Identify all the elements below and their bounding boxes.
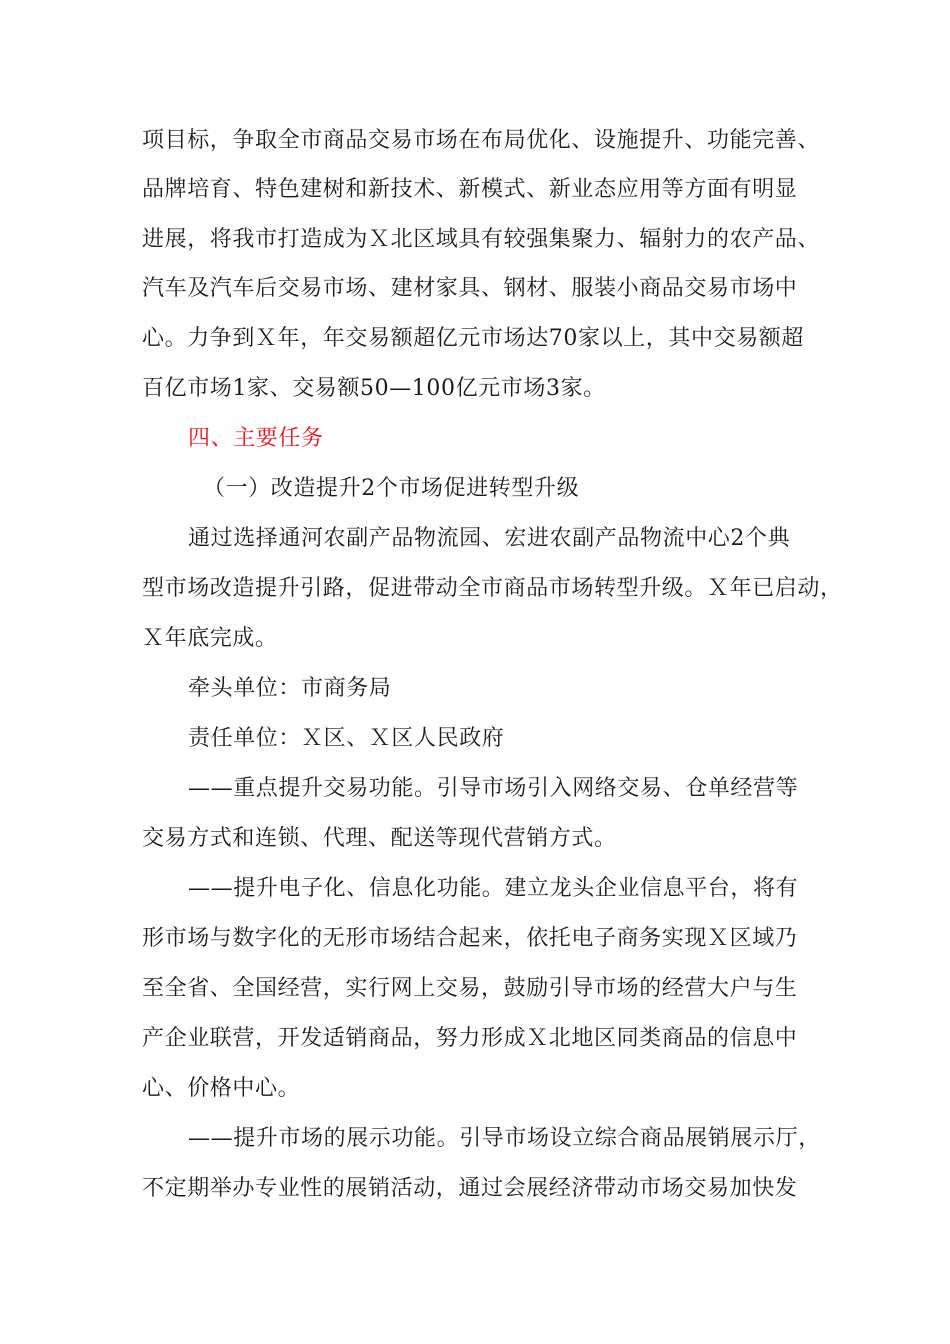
body-text-line: 至全省、全国经营，实行网上交易，鼓励引导市场的经营大户与生 (142, 976, 798, 1001)
body-text-line: 产企业联营，开发适销商品，努力形成Ｘ北地区同类商品的信息中 (142, 1026, 798, 1051)
body-text-line: 项目标，争取全市商品交易市场在布局优化、设施提升、功能完善、 (142, 128, 821, 153)
lead-unit-line: 牵头单位：市商务局 (188, 676, 392, 701)
body-text-line: 心、价格中心。 (142, 1076, 301, 1101)
body-text-line: 百亿市场1家、交易额50—100亿元市场3家。 (142, 376, 606, 401)
body-text-line: 通过选择通河农副产品物流园、宏进农副产品物流中心2个典 (188, 526, 791, 551)
body-text-line: 交易方式和连锁、代理、配送等现代营销方式。 (142, 826, 617, 851)
body-text-line: 型市场改造提升引路，促进带动全市商品市场转型升级。Ｘ年已启动， (142, 576, 843, 601)
body-text-line: ——重点提升交易功能。引导市场引入网络交易、仓单经营等 (188, 776, 799, 801)
body-text-line: 不定期举办专业性的展销活动，通过会展经济带动市场交易加快发 (142, 1176, 798, 1201)
body-text-line: Ｘ年底完成。 (142, 626, 278, 651)
body-text-line: 品牌培育、特色建树和新技术、新模式、新业态应用等方面有明显 (142, 177, 798, 202)
body-text-line: ——提升电子化、信息化功能。建立龙头企业信息平台，将有 (188, 876, 799, 901)
body-text-line: 心。力争到Ｘ年，年交易额超亿元市场达70家以上，其中交易额超 (142, 326, 804, 351)
body-text-line: 汽车及汽车后交易市场、建材家具、钢材、服装小商品交易市场中 (142, 276, 798, 301)
body-text-line: 进展，将我市打造成为Ｘ北区域具有较强集聚力、辐射力的农产品、 (142, 227, 821, 252)
subsection-heading: （一）改造提升2个市场促进转型升级 (203, 476, 580, 501)
responsible-unit-line: 责任单位：Ｘ区、Ｘ区人民政府 (188, 726, 505, 751)
body-text-line: ——提升市场的展示功能。引导市场设立综合商品展销展示厅， (188, 1126, 821, 1151)
body-text-line: 形市场与数字化的无形市场结合起来，依托电子商务实现Ｘ区域乃 (142, 926, 798, 951)
section-heading: 四、主要任务 (188, 426, 324, 451)
